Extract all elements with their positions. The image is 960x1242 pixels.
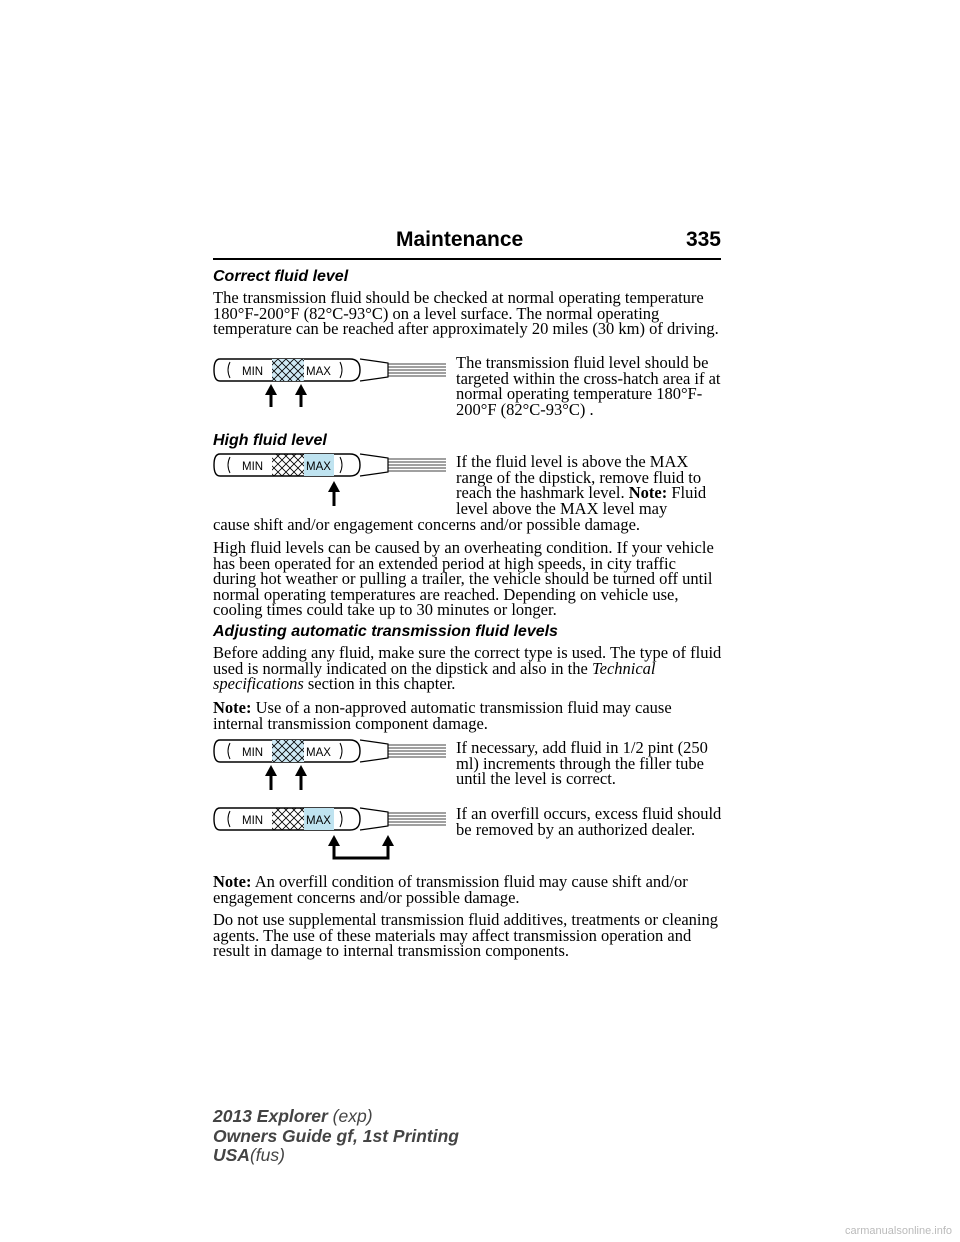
adjusting-note-1: Note: Use of a non-approved automatic transmission fluid may cause internal transmission component damage. bbox=[213, 698, 672, 733]
technical-specifications-reference: Technical specifications bbox=[213, 658, 656, 693]
dipstick-figure-high bbox=[210, 452, 450, 508]
note-label: Note: bbox=[213, 698, 252, 717]
add-fluid-caption: If necessary, add fluid in 1/2 pint (250 ml) increments through the filler tube until the level is correct. bbox=[456, 738, 708, 788]
max-label: MAX bbox=[306, 461, 331, 473]
min-label: MIN bbox=[242, 815, 264, 827]
max-label: MAX bbox=[306, 815, 331, 827]
min-label: MIN bbox=[242, 461, 264, 473]
footer-line-3: USA(fus) bbox=[213, 1145, 285, 1165]
max-label: MAX bbox=[306, 747, 331, 759]
dipstick-wire bbox=[388, 813, 446, 825]
watermark: carmanualsonline.info bbox=[844, 1225, 952, 1237]
dipstick-figure-correct bbox=[210, 355, 450, 411]
page-number: 335 bbox=[685, 228, 721, 251]
max-label: MAX bbox=[306, 366, 331, 378]
note-label: Note: bbox=[628, 483, 668, 502]
overfill-caption: If an overfill occurs, excess fluid should be removed by an authorized dealer. bbox=[456, 804, 722, 839]
up-arrow-icon bbox=[328, 835, 340, 858]
high-figure-caption: If the fluid level is above the MAX range of the dipstick, remove fluid to reach the hashmark level. Note: Fluid level above the MAX level may bbox=[456, 452, 707, 518]
section-title: Maintenance bbox=[396, 228, 524, 251]
adjusting-note-2: Note: An overfill condition of transmission fluid may cause shift and/or engagement concerns and/or possible damage. bbox=[213, 872, 688, 907]
note-label: Note: bbox=[213, 872, 252, 891]
up-arrow-icon bbox=[328, 481, 340, 506]
high-note-continued: cause shift and/or engagement concerns and/or possible damage. bbox=[213, 515, 641, 534]
correct-figure-caption: The transmission fluid level should be targeted within the cross-hatch area if at normal operating temperature 180°F-200°F (82°C-93°C) . bbox=[456, 353, 721, 419]
footer-line-1: 2013 Explorer (exp) bbox=[213, 1106, 373, 1126]
min-label: MIN bbox=[242, 747, 264, 759]
min-label: MIN bbox=[242, 366, 264, 378]
page-header bbox=[213, 228, 721, 260]
dipstick-figure-add-fluid bbox=[210, 738, 450, 794]
heading-correct-fluid-level: Correct fluid level bbox=[213, 268, 349, 285]
header-rule bbox=[213, 258, 721, 260]
up-arrow-icon bbox=[265, 384, 277, 407]
additives-warning-paragraph: Do not use supplemental transmission fluid additives, treatments or cleaning agents. The use of these materials may affect transmission operation and result in damage to internal transmission components. bbox=[213, 910, 718, 960]
adjusting-paragraph: Before adding any fluid, make sure the correct type is used. The type of fluid used is normally indicated on the dipstick and also in the Technical specifications section in this chapter. bbox=[213, 643, 722, 693]
high-fluid-paragraph: High fluid levels can be caused by an overheating condition. If your vehicle has been operated for an extended period at high speeds, in city traffic during hot weather or pulling a trailer, the vehicle should be turned off until normal operating temperatures are reached. Depending on vehicle use, cooling times could take up to 30 minutes or longer. bbox=[213, 538, 714, 619]
up-arrow-icon bbox=[295, 765, 307, 790]
up-arrow-icon bbox=[265, 765, 277, 790]
dipstick-figure-overfill bbox=[210, 806, 450, 862]
dipstick-wire bbox=[388, 459, 446, 471]
dipstick-wire bbox=[388, 745, 446, 757]
dipstick-wire bbox=[388, 364, 446, 376]
footer-line-2: Owners Guide gf, 1st Printing bbox=[213, 1125, 459, 1146]
correct-intro-paragraph: The transmission fluid should be checked at normal operating temperature 180°F-200°F (82°C-93°C) on a level surface. The normal operating temperature can be reached after approximately 20 miles (30 km) of driving. bbox=[213, 288, 719, 338]
up-arrow-icon bbox=[295, 384, 307, 407]
heading-high-fluid-level: High fluid level bbox=[213, 432, 327, 449]
heading-adjusting-fluid-levels: Adjusting automatic transmission fluid levels bbox=[213, 623, 558, 640]
up-arrow-icon bbox=[382, 835, 394, 858]
page-footer bbox=[213, 1107, 459, 1166]
